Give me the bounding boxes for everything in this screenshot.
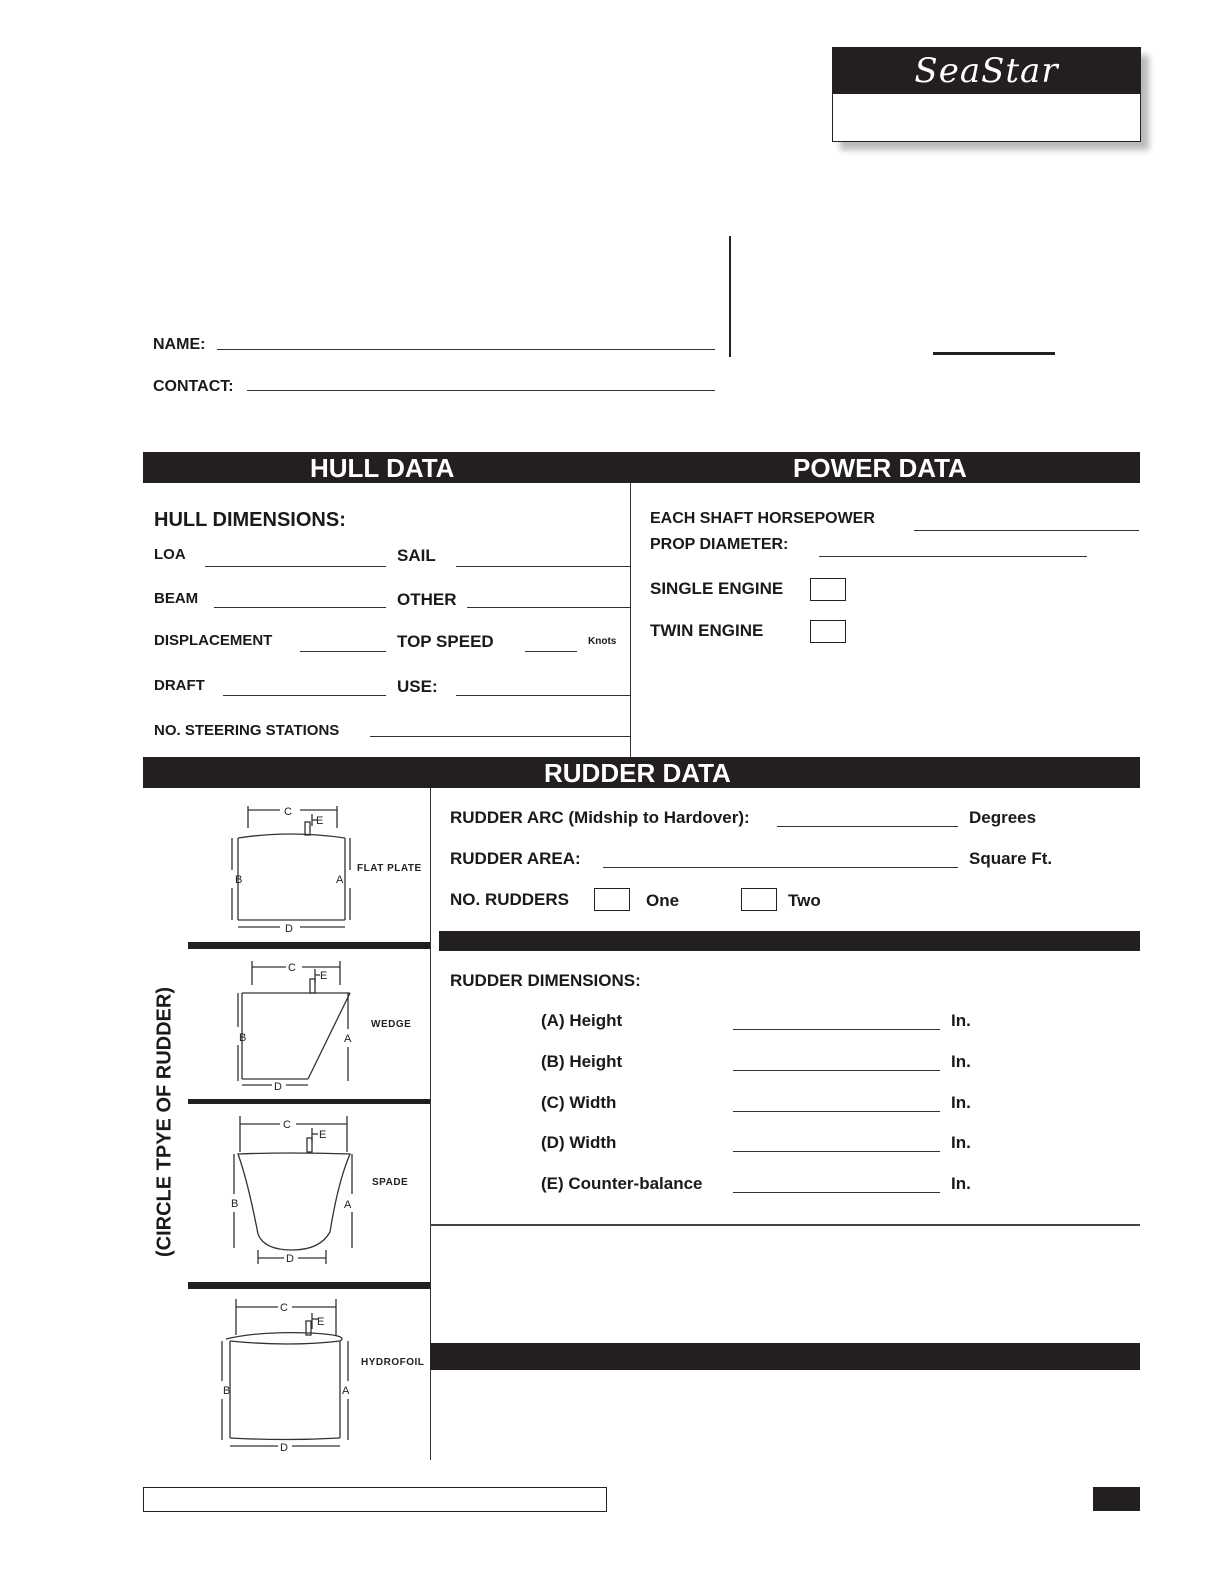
rudder-area-label: RUDDER AREA: [450,849,581,868]
dim-b-label: B [235,874,243,886]
rudder-area-field[interactable] [603,867,958,868]
shape-separator [188,942,430,949]
rudder-data-heading: RUDDER DATA [544,758,731,788]
top-speed-label: TOP SPEED [397,632,494,651]
dim-b-height-label: (B) Height [541,1052,623,1071]
loa-field[interactable] [205,566,386,567]
hydrofoil-diagram[interactable] [200,1295,430,1460]
rudder-area-unit: Square Ft. [969,849,1053,868]
dim-d-unit: In. [951,1133,971,1152]
logo-banner [833,48,1140,94]
rudder-dims-bar [439,931,1140,951]
dim-d-width-field[interactable] [733,1151,940,1152]
circle-type-label: (CIRCLE TPYE OF RUDDER) [153,987,176,1257]
shape-separator [188,1099,430,1104]
dim-b-height-field[interactable] [733,1070,940,1071]
dim-d-label: D [285,923,293,935]
dim-a-label: A [344,1033,352,1045]
dim-c-label: C [283,1119,291,1131]
other-field[interactable] [467,607,630,608]
top-speed-field[interactable] [525,651,577,652]
hydrofoil-label: HYDROFOIL [361,1357,425,1368]
other-label: OTHER [397,590,457,609]
header-rule [933,352,1055,355]
knots-unit: Knots [588,636,617,647]
dim-b-unit: In. [951,1052,971,1071]
contact-label: CONTACT: [153,378,234,395]
dim-a-height-field[interactable] [733,1029,940,1030]
dim-e-label: E [319,1129,327,1141]
hull-data-heading: HULL DATA [310,453,455,483]
dim-d-label: D [280,1442,288,1454]
one-rudder-label: One [646,891,680,910]
name-field[interactable] [217,349,715,350]
spade-diagram[interactable] [220,1112,430,1272]
twin-engine-label: TWIN ENGINE [650,621,764,640]
loa-label: LOA [154,546,186,563]
dim-c-label: C [284,806,292,818]
use-label: USE: [397,677,438,696]
dim-b-label: B [239,1032,247,1044]
prop-diameter-field[interactable] [819,556,1087,557]
sail-label: SAIL [397,546,436,565]
dim-c-width-label: (C) Width [541,1093,617,1112]
draft-label: DRAFT [154,677,205,694]
twin-engine-checkbox[interactable] [810,620,846,643]
dim-c-unit: In. [951,1093,971,1112]
dim-a-label: A [342,1385,350,1397]
beam-field[interactable] [214,607,386,608]
dim-a-height-label: (A) Height [541,1011,623,1030]
dim-a-label: A [344,1199,352,1211]
header-divider [729,236,731,357]
flat-plate-label: FLAT PLATE [357,863,422,874]
hull-dimensions-heading: HULL DIMENSIONS: [154,509,346,531]
dim-c-width-field[interactable] [733,1111,940,1112]
wedge-label: WEDGE [371,1019,412,1030]
two-rudders-checkbox[interactable] [741,888,777,911]
footer-box [143,1487,607,1512]
dim-d-label: D [274,1081,282,1093]
seastar-logo: SeaStar [914,51,1059,91]
steering-stations-label: NO. STEERING STATIONS [154,722,340,739]
shaft-horsepower-field[interactable] [914,530,1139,531]
section-rule [430,1224,1140,1226]
use-field[interactable] [456,695,630,696]
shaft-horsepower-label: EACH SHAFT HORSEPOWER [650,510,875,527]
power-data-heading: POWER DATA [793,453,967,483]
two-rudders-label: Two [788,891,821,910]
dim-c-label: C [288,962,296,974]
hull-power-bar [143,452,1140,483]
logo-box [832,47,1141,142]
bottom-bar [430,1343,1140,1370]
dim-c-label: C [280,1302,288,1314]
steering-stations-field[interactable] [370,736,630,737]
spade-label: SPADE [372,1177,409,1188]
rudder-dimensions-heading: RUDDER DIMENSIONS: [450,971,641,990]
sail-field[interactable] [456,566,630,567]
dim-e-label: E [320,970,328,982]
rudder-arc-label: RUDDER ARC (Midship to Hardover): [450,808,750,827]
draft-field[interactable] [223,695,386,696]
beam-label: BEAM [154,590,199,607]
dim-d-width-label: (D) Width [541,1133,617,1152]
hull-power-divider [630,483,631,758]
dim-e-unit: In. [951,1174,971,1193]
rudder-data-bar [143,757,1140,788]
contact-field[interactable] [247,390,715,391]
dim-e-counterbalance-field[interactable] [733,1192,940,1193]
flat-plate-diagram[interactable] [220,800,430,940]
wedge-diagram[interactable] [220,955,430,1095]
name-label: NAME: [153,336,206,353]
dim-e-label: E [317,1316,325,1328]
prop-diameter-label: PROP DIAMETER: [650,536,789,553]
page-number-block [1093,1487,1140,1511]
dim-b-label: B [231,1198,239,1210]
displacement-field[interactable] [300,651,386,652]
rudder-arc-unit: Degrees [969,808,1037,827]
displacement-label: DISPLACEMENT [154,632,273,649]
dim-e-counterbalance-label: (E) Counter-balance [541,1174,703,1193]
single-engine-checkbox[interactable] [810,578,846,601]
dim-d-label: D [286,1253,294,1265]
single-engine-label: SINGLE ENGINE [650,579,784,598]
shape-separator [188,1282,430,1289]
rudder-arc-field[interactable] [777,826,958,827]
dim-a-unit: In. [951,1011,971,1030]
one-rudder-checkbox[interactable] [594,888,630,911]
rudder-count-label: NO. RUDDERS [450,890,570,909]
dim-b-label: B [223,1385,231,1397]
dim-e-label: E [316,815,324,827]
dim-a-label: A [336,874,344,886]
